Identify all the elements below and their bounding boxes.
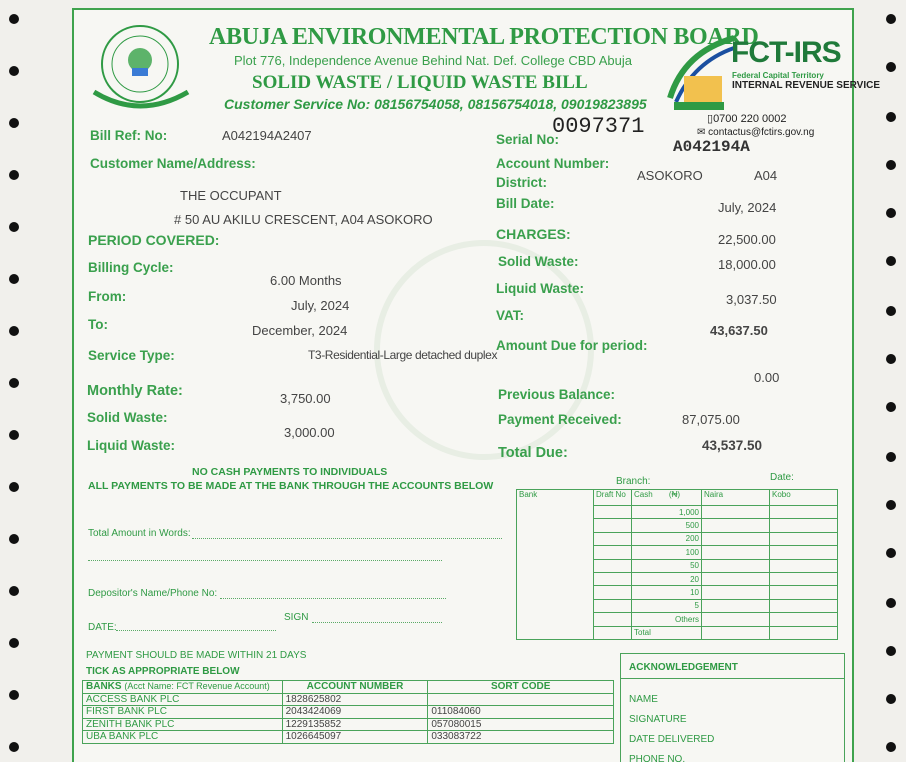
feed-hole <box>886 14 896 24</box>
feed-hole <box>9 534 19 544</box>
naira-header: Naira <box>702 490 770 506</box>
feed-hole <box>886 646 896 656</box>
feed-hole <box>886 694 896 704</box>
from-label: From: <box>88 289 127 304</box>
district-code: A04 <box>754 168 778 183</box>
amount-due-value: 43,637.50 <box>710 323 768 338</box>
feed-hole <box>9 274 19 284</box>
feed-hole <box>9 690 19 700</box>
district-label: District: <box>496 175 548 190</box>
ack-title: ACKNOWLEDGEMENT <box>629 662 738 673</box>
feed-hole <box>9 742 19 752</box>
customer-service-numbers: Customer Service No: 08156754058, 08156754018, 09019823895 <box>224 96 647 112</box>
feed-hole <box>886 112 896 122</box>
feed-hole <box>886 354 896 364</box>
feed-hole <box>886 160 896 170</box>
date-line[interactable] <box>116 630 276 631</box>
bank-account: 1828625802 <box>282 693 428 706</box>
board-title: ABUJA ENVIRONMENTAL PROTECTION BOARD <box>209 24 759 50</box>
feed-hole <box>9 66 19 76</box>
bank-row[interactable] <box>83 706 614 719</box>
branch-label: Branch: <box>616 476 651 487</box>
denomination-row: 1,000 <box>517 506 838 519</box>
denomination-row: 100 <box>517 546 838 559</box>
all-payments-notice: ALL PAYMENTS TO BE MADE AT THE BANK THROUGH THE ACCOUNTS BELOW <box>88 480 494 492</box>
customer-label: Customer Name/Address: <box>90 156 256 171</box>
feed-hole <box>886 256 896 266</box>
monthly-rate-label: Monthly Rate: <box>87 383 183 399</box>
bank-sort: 057080015 <box>428 718 614 731</box>
feed-hole <box>886 548 896 558</box>
amount-due-label: Amount Due for period: <box>496 338 648 353</box>
account-number-header: ACCOUNT NUMBER <box>282 681 428 694</box>
no-cash-notice: NO CASH PAYMENTS TO INDIVIDUALS <box>192 466 388 478</box>
bill-date-value: July, 2024 <box>718 200 777 215</box>
bank-account: 1229135852 <box>282 718 428 731</box>
feed-hole <box>886 500 896 510</box>
bank-row[interactable] <box>83 693 614 706</box>
tractor-feed-left <box>0 0 40 762</box>
banks-header: BANKS (Acct Name: FCT Revenue Account) <box>83 681 283 694</box>
total-words-label: Total Amount in Words: <box>88 528 191 539</box>
date-label: DATE: <box>88 622 117 633</box>
total-words-line-2[interactable] <box>88 560 442 561</box>
denomination-row: 500 <box>517 519 838 532</box>
phone-icon: ▯ <box>707 113 714 125</box>
feed-hole <box>9 326 19 336</box>
ack-signature-label: SIGNATURE <box>629 714 687 725</box>
total-words-line[interactable] <box>192 538 502 539</box>
district-value: ASOKORO <box>637 168 703 183</box>
depositor-line[interactable] <box>220 598 446 599</box>
ack-date-delivered-label: DATE DELIVERED <box>629 734 715 745</box>
fct-email: ✉ contactus@fctirs.gov.ng <box>697 127 815 138</box>
feed-hole <box>9 222 19 232</box>
service-type-value: T3-Residential-Large detached duplex <box>308 348 498 362</box>
total-due-value: 43,537.50 <box>702 438 763 453</box>
bill-ref-label: Bill Ref: No: <box>90 128 168 143</box>
feed-hole <box>886 742 896 752</box>
bank-account: 2043424069 <box>282 706 428 719</box>
liquid-waste-label-right: Liquid Waste: <box>496 281 584 296</box>
payment-received-label: Payment Received: <box>498 412 622 427</box>
feed-hole <box>9 170 19 180</box>
tractor-feed-right <box>866 0 906 762</box>
mail-icon: ✉ <box>697 127 709 138</box>
vat-label: VAT: <box>496 308 524 323</box>
bank-row[interactable] <box>83 731 614 744</box>
feed-hole <box>886 62 896 72</box>
previous-balance-label: Previous Balance: <box>498 387 616 402</box>
cash-header: Cash (₦) <box>632 490 702 506</box>
solid-waste-label-left: Solid Waste: <box>87 410 168 425</box>
banks-table <box>82 680 614 744</box>
customer-name: THE OCCUPANT <box>180 188 282 203</box>
date-label-top: Date: <box>770 472 794 483</box>
denomination-row: 50 <box>517 559 838 572</box>
sign-label: SIGN <box>284 612 309 623</box>
to-label: To: <box>88 317 108 332</box>
fct-phone: ▯0700 220 0002 <box>707 113 787 125</box>
bank-name: UBA BANK PLC <box>83 731 283 744</box>
total-row: Total <box>517 626 838 639</box>
bill-type-title: SOLID WASTE / LIQUID WASTE BILL <box>252 72 588 93</box>
customer-address: # 50 AU AKILU CRESCENT, A04 ASOKORO <box>174 212 433 227</box>
sort-code-header: SORT CODE <box>428 681 614 694</box>
payment-received-value: 87,075.00 <box>682 412 740 427</box>
denomination-row: 20 <box>517 572 838 585</box>
denomination-row: 10 <box>517 586 838 599</box>
previous-balance-value: 0.00 <box>754 370 780 385</box>
bank-sort: 011084060 <box>428 706 614 719</box>
board-address: Plot 776, Independence Avenue Behind Nat. Def. College CBD Abuja <box>234 53 632 68</box>
aepb-seal-logo <box>88 20 196 112</box>
fct-line1: Federal Capital Territory <box>732 71 824 80</box>
monthly-rate-value: 3,750.00 <box>280 391 331 406</box>
billing-cycle-value: 6.00 Months <box>270 273 342 288</box>
billing-cycle-label: Billing Cycle: <box>88 260 174 275</box>
total-due-label: Total Due: <box>498 445 568 461</box>
period-covered-label: PERIOD COVERED: <box>88 232 220 248</box>
bank-sort <box>428 693 614 706</box>
bank-column: Bank <box>517 490 594 640</box>
serial-number: 0097371 <box>552 114 645 139</box>
vat-value: 3,037.50 <box>726 292 777 307</box>
depositor-label: Depositor's Name/Phone No: <box>88 588 218 599</box>
ack-phone-label: PHONE NO. <box>629 754 686 762</box>
to-value: December, 2024 <box>252 323 348 338</box>
denomination-row: 5 <box>517 599 838 612</box>
service-type-label: Service Type: <box>88 348 175 363</box>
feed-hole <box>9 118 19 128</box>
feed-hole <box>9 14 19 24</box>
feed-hole <box>886 306 896 316</box>
bank-row[interactable] <box>83 718 614 731</box>
within-21-days: PAYMENT SHOULD BE MADE WITHIN 21 DAYS <box>86 650 307 661</box>
ack-name-label: NAME <box>629 694 658 705</box>
tick-appropriate: TICK AS APPROPRIATE BELOW <box>86 666 240 677</box>
account-number-stamp: A042194A <box>673 138 750 156</box>
solid-waste-label-right: Solid Waste: <box>498 254 579 269</box>
banks-header-row <box>83 681 614 694</box>
feed-hole <box>9 430 19 440</box>
acknowledgement-box <box>620 653 845 762</box>
feed-hole <box>9 378 19 388</box>
solid-waste-charge: 18,000.00 <box>718 257 776 272</box>
from-value: July, 2024 <box>291 298 350 313</box>
account-number-label: Account Number: <box>496 156 610 171</box>
bank-name: ACCESS BANK PLC <box>83 693 283 706</box>
liquid-waste-rate: 3,000.00 <box>284 425 335 440</box>
bank-account: 1026645097 <box>282 731 428 744</box>
draft-no-header: Draft No <box>594 490 632 506</box>
denomination-row: Others <box>517 613 838 626</box>
cash-breakdown-table <box>516 489 838 640</box>
charges-label: CHARGES: <box>496 226 571 242</box>
bill-document <box>72 8 880 762</box>
charges-value: 22,500.00 <box>718 232 776 247</box>
liquid-waste-label-left: Liquid Waste: <box>87 438 175 453</box>
ack-divider <box>621 678 844 679</box>
feed-hole <box>886 452 896 462</box>
feed-hole <box>886 402 896 412</box>
bill-date-label: Bill Date: <box>496 196 555 211</box>
bank-sort: 033083722 <box>428 731 614 744</box>
denomination-row: 200 <box>517 532 838 545</box>
fct-irs-name: FCT-IRS <box>731 36 841 69</box>
feed-hole <box>9 638 19 648</box>
bank-name: ZENITH BANK PLC <box>83 718 283 731</box>
fct-line2: INTERNAL REVENUE SERVICE <box>732 80 880 91</box>
bank-name: FIRST BANK PLC <box>83 706 283 719</box>
bill-ref-value: A042194A2407 <box>222 128 312 143</box>
sign-line[interactable] <box>312 622 442 623</box>
feed-hole <box>9 586 19 596</box>
feed-hole <box>886 598 896 608</box>
serial-label: Serial No: <box>496 132 560 147</box>
feed-hole <box>886 208 896 218</box>
kobo-header: Kobo <box>770 490 838 506</box>
feed-hole <box>9 482 19 492</box>
